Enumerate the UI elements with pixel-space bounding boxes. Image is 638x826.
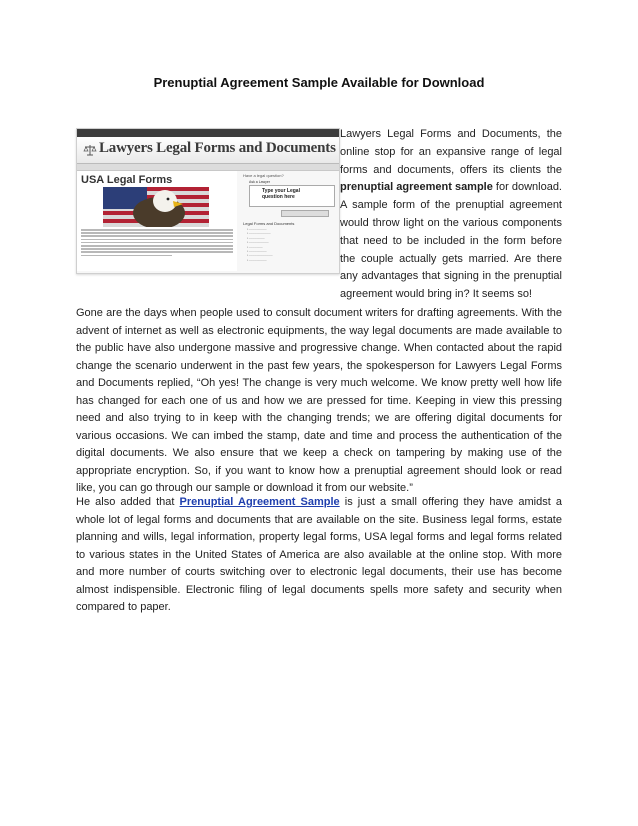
website-screenshot [76,128,340,274]
paragraph-2-start: He also added that [76,496,180,508]
screenshot-sidebar [239,171,339,271]
body-paragraph-1: Gone are the days when people used to consult document writers for drafting agreements. With the advent of internet as well as electronic equipments, the way legal documents are made available to the public have also undergone massive and progressive change. When contacted about the rapid change the scenario underwent in the past few years, the spokesperson for Lawyers Legal Forms and Documents replied, “Oh yes! The change is very much welcome. We know pretty well how life has changed for each one of us and how we are pressed for time. Keeping in view this pressing need and also trying to in keep with the changing trends; we are offering digital documents for various occasions. We can imbed the stamp, date and time and process the authentication of the digital documents. We also ensure that we keep a check on tampering by making use of the appropriate encryption. So, if you want to know how a prenuptial agreement should look or read like, you can go through our sample or download it from our website.” [76,307,562,494]
screenshot-question-box-text: Type your Legal question here [262,188,300,200]
intro-text-start: Lawyers Legal Forms and Documents, the online stop for an expansive range of legal forms and documents, offers its clients the [340,128,562,176]
screenshot-categories-heading: Legal Forms and Documents [243,221,295,226]
screenshot-nav-bar [77,164,339,171]
screenshot-question-box [249,185,335,207]
intro-text-end: for download. A sample form of the prenuptial agreement would throw light on the various components that need to be included in the form before the couple actually gets married. Are there any advantages that signing in the prenuptial agreement would bring in? It seems so! [340,181,562,301]
screenshot-body-text [81,229,233,258]
scales-of-justice-icon [83,143,97,157]
screenshot-site-header [77,137,339,164]
document-title: Prenuptial Agreement Sample Available for Download [153,75,485,90]
screenshot-logo-text: Lawyers Legal Forms and Documents [99,140,336,156]
paragraph-2-end: is just a small offering they have amidst a whole lot of legal forms and documents that are available on the site. Business legal forms, estate planning and wills, legal information, property legal forms, USA legal forms and legal forms related to various states in the United States of America are also available at the online stop. With more and more number of courts switching over to electronic legal documents, their use has become almost indispensible. Electronic filing of legal documents spells more safety and security when compared to paper. [76,496,562,613]
prenuptial-sample-link[interactable]: Prenuptial Agreement Sample [179,496,340,508]
screenshot-browser-bar [77,129,339,137]
intro-bold-term: prenuptial agreement sample [340,181,493,194]
screenshot-heading: USA Legal Forms [81,174,173,186]
eagle-flag-image [103,187,209,227]
screenshot-submit-button [281,210,329,217]
body-paragraph-2 [76,494,562,617]
intro-paragraph [340,126,562,304]
screenshot-ask-label: Ask a Lawyer [249,180,271,184]
screenshot-question-prompt: Have a legal question? [243,173,284,178]
screenshot-main-column [77,171,237,271]
screenshot-category-list: ▪ ───────── ▪ ─────────── ▪ ──────── ▪ ────────── ▪ ─────── ▪ ───────── ▪ ──────────── ▪ ───────── [247,227,273,262]
